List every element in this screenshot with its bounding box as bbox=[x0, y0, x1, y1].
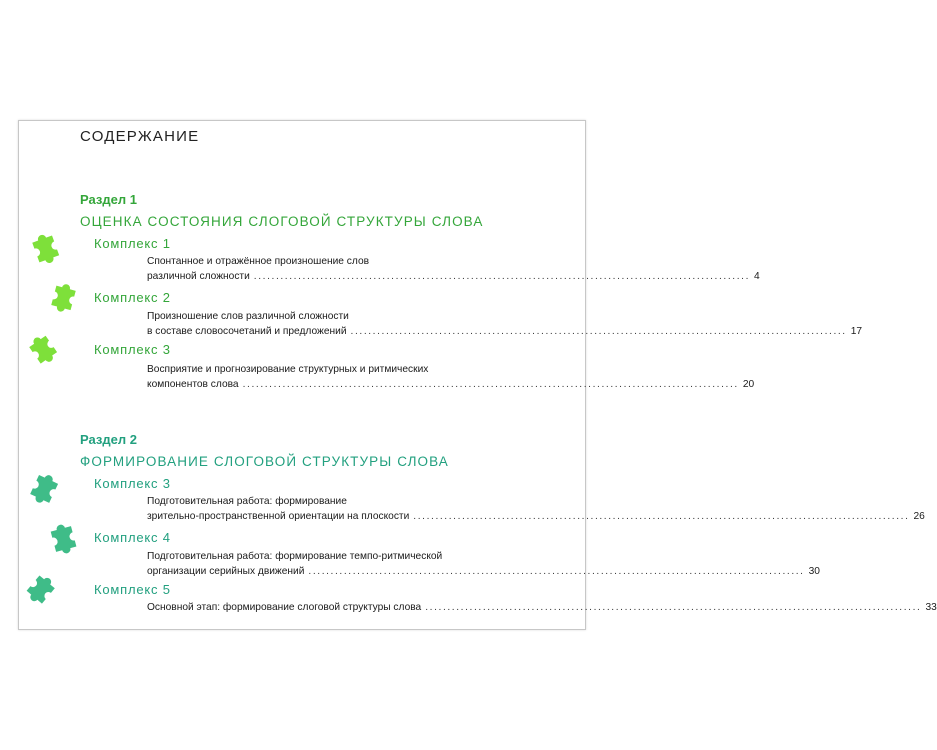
section-1-heading: ОЦЕНКА СОСТОЯНИЯ СЛОГОВОЙ СТРУКТУРЫ СЛОВА bbox=[80, 214, 484, 229]
puzzle-piece-icon bbox=[24, 226, 66, 268]
toc-entry[interactable]: Спонтанное и отражённое произношение слов различной сложности ................................................................................................................ 4 bbox=[147, 256, 760, 282]
entry-line: Основной этап: формирование слоговой структуры слова bbox=[147, 602, 422, 613]
page-number: 20 bbox=[742, 379, 755, 390]
toc-entry[interactable]: Произношение слов различной сложности в составе словосочетаний и предложений ................................................................................................................ 17 bbox=[147, 311, 863, 337]
toc-entry[interactable]: Подготовительная работа: формирование зрительно-пространственной ориентации на плоскости ................................................................................................................ 26 bbox=[147, 496, 925, 522]
entry-line: различной сложности bbox=[147, 271, 250, 282]
entry-line: Спонтанное и отражённое произношение слов bbox=[147, 256, 370, 267]
puzzle-piece-icon bbox=[22, 568, 62, 608]
toc-entry[interactable]: Восприятие и прогнозирование структурных и ритмических компонентов слова ................................................................................................................ 20 bbox=[147, 364, 755, 390]
page-number: 4 bbox=[754, 271, 760, 282]
page-number: 26 bbox=[913, 511, 925, 522]
puzzle-piece-icon bbox=[22, 328, 62, 368]
page-number: 33 bbox=[925, 602, 937, 613]
entry-line: в составе словосочетаний и предложений bbox=[147, 326, 347, 337]
entry-line: компонентов слова bbox=[147, 379, 239, 390]
toc-entry[interactable]: Подготовительная работа: формирование темпо-ритмической организации серийных движений ................................................................................................................ 30 bbox=[147, 551, 820, 577]
complex-4-title: Комплекс 4 bbox=[94, 530, 171, 545]
complex-3-title: Комплекс 3 bbox=[94, 342, 171, 357]
entry-line: Произношение слов различной сложности bbox=[147, 311, 349, 322]
entry-line: зрительно-пространственной ориентации на плоскости bbox=[147, 511, 410, 522]
complex-5-title: Комплекс 5 bbox=[94, 582, 171, 597]
puzzle-piece-icon bbox=[44, 276, 84, 316]
complex-3b-title: Комплекс 3 bbox=[94, 476, 171, 491]
complex-2-title: Комплекс 2 bbox=[94, 290, 171, 305]
section-2-label: Раздел 2 bbox=[80, 432, 137, 447]
entry-line: Подготовительная работа: формирование bbox=[147, 496, 347, 507]
entry-line: Восприятие и прогнозирование структурных и ритмических bbox=[147, 364, 429, 375]
page-number: 17 bbox=[850, 326, 863, 337]
section-2-heading: ФОРМИРОВАНИЕ СЛОГОВОЙ СТРУКТУРЫ СЛОВА bbox=[80, 454, 449, 469]
section-1-label: Раздел 1 bbox=[80, 192, 137, 207]
entry-line: организации серийных движений bbox=[147, 566, 305, 577]
puzzle-piece-icon bbox=[24, 466, 66, 508]
toc-entry[interactable]: Основной этап: формирование слоговой структуры слова ................................................................................................................ 33 bbox=[147, 602, 937, 613]
entry-line: Подготовительная работа: формирование темпо-ритмической bbox=[147, 551, 443, 562]
complex-1-title: Комплекс 1 bbox=[94, 236, 171, 251]
page-number: 30 bbox=[808, 566, 820, 577]
toc-title: СОДЕРЖАНИЕ bbox=[80, 128, 200, 145]
puzzle-piece-icon bbox=[42, 516, 84, 558]
